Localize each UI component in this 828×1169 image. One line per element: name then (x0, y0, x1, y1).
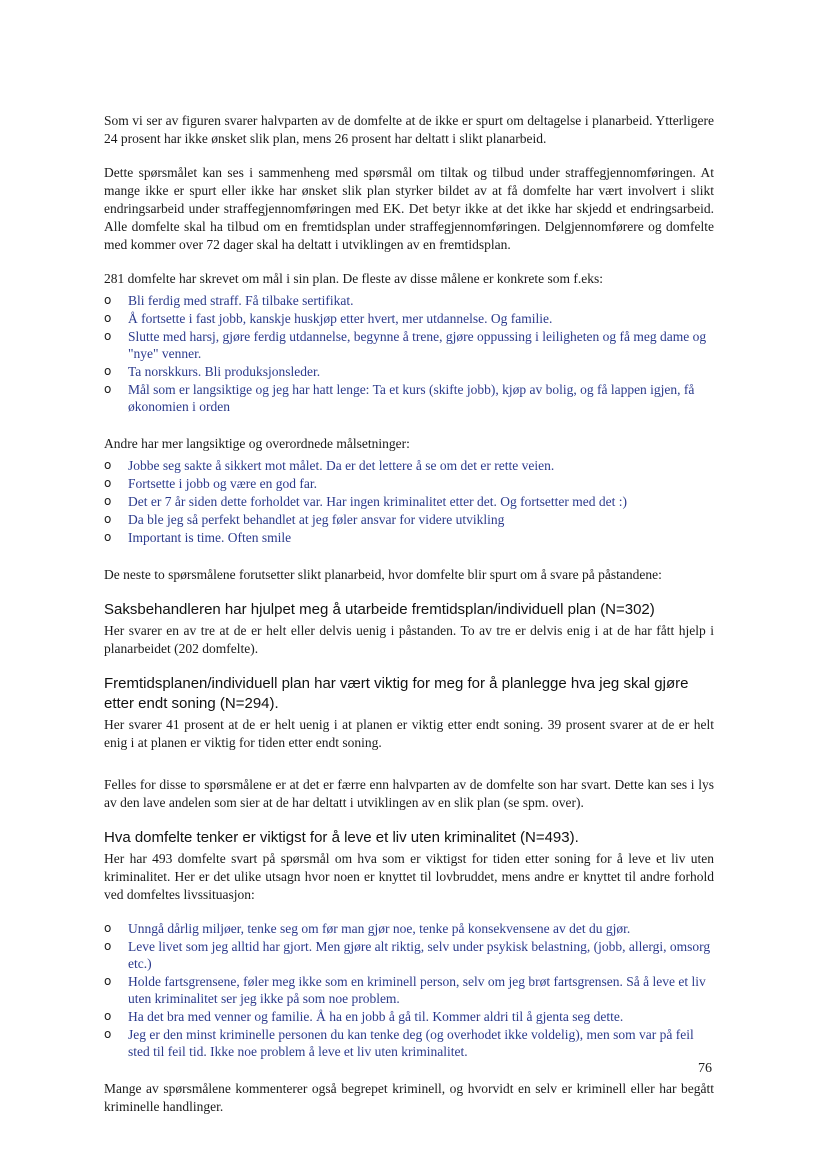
list-item: o Leve livet som jeg alltid har gjort. Men gjøre alt riktig, selv under psykisk belastning, (jobb, allergi, omsorg etc.) (104, 939, 711, 971)
list-item: o Det er 7 år siden dette forholdet var. Har ingen kriminalitet etter det. Og fortsetter med det :) (104, 494, 627, 509)
bullet-icon: o (104, 921, 112, 935)
list-item: o Jeg er den minst kriminelle personen du kan tenke deg (og overhodet ikke voldelig), men som var på feil sted til feil tid. Ikke noe problem å leve et liv uten kriminalitet. (104, 1027, 694, 1059)
bullet-icon: o (104, 1027, 112, 1041)
bullet-icon: o (104, 458, 112, 472)
bullet-icon: o (104, 494, 112, 508)
bullet-icon: o (104, 311, 112, 325)
paragraph-plan-importance-result: Her svarer 41 prosent at de er helt uenig i at planen er viktig etter endt soning. 39 prosent svarer at de er helt enig i at planen er viktig for tiden etter endt soning. (104, 717, 714, 750)
list-item: o Unngå dårlig miljøer, tenke seg om før man gjør noe, tenke på konsekvensene av det du gjør. (104, 921, 631, 936)
question-heading-plan-importance: Fremtidsplanen/individuell plan har vært viktig for meg for å planlegge hva jeg skal gjøre etter endt soning (N=294). (104, 675, 689, 712)
page-number: 76 (698, 1061, 712, 1076)
bullet-icon: o (104, 329, 112, 343)
list-item: o Ta norskkurs. Bli produksjonsleder. (104, 364, 321, 379)
question-heading-crime-free-life: Hva domfelte tenker er viktigst for å leve et liv uten kriminalitet (N=493). (104, 829, 579, 846)
bullet-icon: o (104, 382, 112, 396)
bullet-icon: o (104, 1009, 112, 1023)
paragraph-figure-summary: Som vi ser av figuren svarer halvparten av de domfelte at de ikke er spurt om deltagelse i planarbeid. Ytterligere 24 prosent har ikke ønsket slik plan, mens 26 prosent har deltatt i slikt planarbeid. (104, 113, 714, 146)
bullet-icon: o (104, 512, 112, 526)
list-item: o Fortsette i jobb og være en god far. (104, 476, 317, 491)
list-item: o Bli ferdig med straff. Få tilbake sertifikat. (104, 293, 354, 308)
paragraph-context: Dette spørsmålet kan ses i sammenheng med spørsmål om tiltak og tilbud under straffegjennomføringen. At mange ikke er spurt eller ikke har ønsket slik plan styrker bildet av at få domfelte har vært involvert i slikt endringsarbeid under straffegjennomføringen med EK. Det betyr ikke at det ikke har skjedd et endringsarbeid. Alle domfelte skal ha tilbud om en fremtidsplan under straffegjennomføringen. Delgjennomførere og domfelte med kommer over 72 dager skal ha deltatt i utviklingen av en fremtidsplan. (104, 165, 714, 252)
paragraph-criminal-concept: Mange av spørsmålene kommenterer også begrepet kriminell, og hvorvidt en selv er kriminell eller har begått kriminelle handlinger. (104, 1081, 714, 1114)
list-item: o Ha det bra med venner og familie. Å ha en jobb å gå til. Kommer aldri til å gjenta seg dette. (104, 1009, 624, 1024)
concrete-goals-list (104, 292, 714, 415)
list-item: o Holde fartsgrensene, føler meg ikke som en kriminell person, selv om jeg brøt fartsgrensen. Så å leve et liv uten kriminalitet ser jeg ikke på som noe problem. (104, 974, 706, 1006)
list-item: o Å fortsette i fast jobb, kanskje huskjøp etter hvert, mer utdannelse. Og familie. (104, 311, 553, 326)
paragraph-long-term-intro: Andre har mer langsiktige og overordnede målsetninger: (104, 436, 410, 451)
document-page (104, 112, 714, 1132)
bullet-icon: o (104, 974, 112, 988)
paragraph-crime-free-intro: Her har 493 domfelte svart på spørsmål om hva som er viktigst for tiden etter soning for å leve et liv uten kriminalitet. Her er det ulike utsagn hvor noen er knyttet til lovbruddet, mens andre er knyttet til andre forhold ved domfeltes livssituasjon: (104, 851, 714, 902)
question-heading-caseworker-help: Saksbehandleren har hjulpet meg å utarbeide fremtidsplan/individuell plan (N=302) (104, 601, 655, 618)
list-item: o Da ble jeg så perfekt behandlet at jeg føler ansvar for videre utvikling (104, 512, 505, 527)
list-item: o Mål som er langsiktige og jeg har hatt lenge: Ta et kurs (skifte jobb), kjøp av bolig, og få lappen igjen, få økonomien i orden (104, 382, 695, 414)
list-item: o Jobbe seg sakte å sikkert mot målet. Da er det lettere å se om det er rette veien. (104, 458, 555, 473)
crime-free-life-list (104, 920, 714, 1060)
bullet-icon: o (104, 530, 112, 544)
bullet-icon: o (104, 476, 112, 490)
list-item: o Important is time. Often smile (104, 530, 292, 545)
paragraph-common-note: Felles for disse to spørsmålene er at det er færre enn halvparten av de domfelte son har svart. Dette kan ses i lys av den lave andelen som sier at de har deltatt i utviklingen av en slik plan (se spm. over). (104, 777, 714, 810)
paragraph-goals-intro: 281 domfelte har skrevet om mål i sin plan. De fleste av disse målene er konkrete som f.eks: (104, 271, 603, 286)
paragraph-caseworker-help-result: Her svarer en av tre at de er helt eller delvis uenig i påstanden. To av tre er delvis enig i at de har fått hjelp i planarbeidet (202 domfelte). (104, 623, 714, 656)
bullet-icon: o (104, 293, 112, 307)
bullet-icon: o (104, 939, 112, 953)
bullet-icon: o (104, 364, 112, 378)
paragraph-next-questions: De neste to spørsmålene forutsetter slikt planarbeid, hvor domfelte blir spurt om å svare på påstandene: (104, 567, 662, 582)
list-item: o Slutte med harsj, gjøre ferdig utdannelse, begynne å trene, gjøre oppussing i leiligheten og få meg dame og "nye" venner. (104, 329, 707, 361)
spacer (104, 768, 714, 776)
long-term-goals-list (104, 457, 714, 546)
